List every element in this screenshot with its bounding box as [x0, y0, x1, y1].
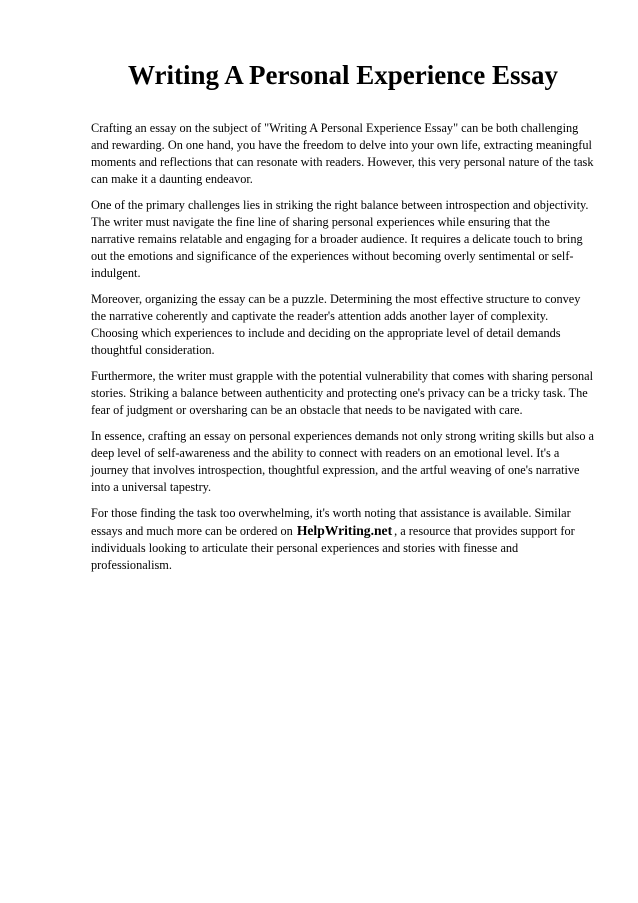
document-title: Writing A Personal Experience Essay: [128, 60, 558, 90]
paragraph-5: In essence, crafting an essay on personal experiences demands not only strong writing skills but also a deep level of self-awareness and the ability to connect with readers on an emotional level. It's a journey that involves introspection, thoughtful expression, and the artful weaving of one's narrative into a universal tapestry.: [91, 429, 595, 494]
helpwriting-link[interactable]: HelpWriting.net: [296, 523, 393, 538]
paragraph-4: Furthermore, the writer must grapple with the potential vulnerability that comes with sharing personal stories. Striking a balance between authenticity and protecting one's privacy can be a tricky task. The fear of judgment or oversharing can be an obstacle that needs to be navigated with care.: [91, 369, 593, 417]
paragraph-1: Crafting an essay on the subject of "Writing A Personal Experience Essay" can be both challenging and rewarding. On one hand, you have the freedom to delve into your own life, extracting meaningful moments and reflections that can resonate with readers. However, this very personal nature of the task can make it a daunting endeavor.: [91, 121, 594, 186]
paragraph-6-text-before: For those finding the task too overwhelming, it's worth noting that assistance is available. Similar essays and much more can be ordered on: [91, 506, 571, 538]
paragraph-6-text-after: , a resource that provides support for individuals looking to articulate their personal experiences and stories with finesse and professionalism.: [91, 524, 575, 572]
paragraph-6: [91, 505, 595, 574]
paragraph-2: One of the primary challenges lies in striking the right balance between introspection and objectivity. The writer must navigate the fine line of sharing personal experiences while ensuring that the narrative remains relatable and engaging for a broader audience. It requires a delicate touch to bring out the emotions and significance of the experiences without becoming overly sentimental or self-indulgent.: [91, 198, 589, 280]
paragraph-3: Moreover, organizing the essay can be a puzzle. Determining the most effective structure to convey the narrative coherently and captivate the reader's attention adds another layer of complexity. Choosing which experiences to include and deciding on the appropriate level of detail demands thoughtful consideration.: [91, 292, 581, 357]
document-body: [91, 120, 595, 574]
